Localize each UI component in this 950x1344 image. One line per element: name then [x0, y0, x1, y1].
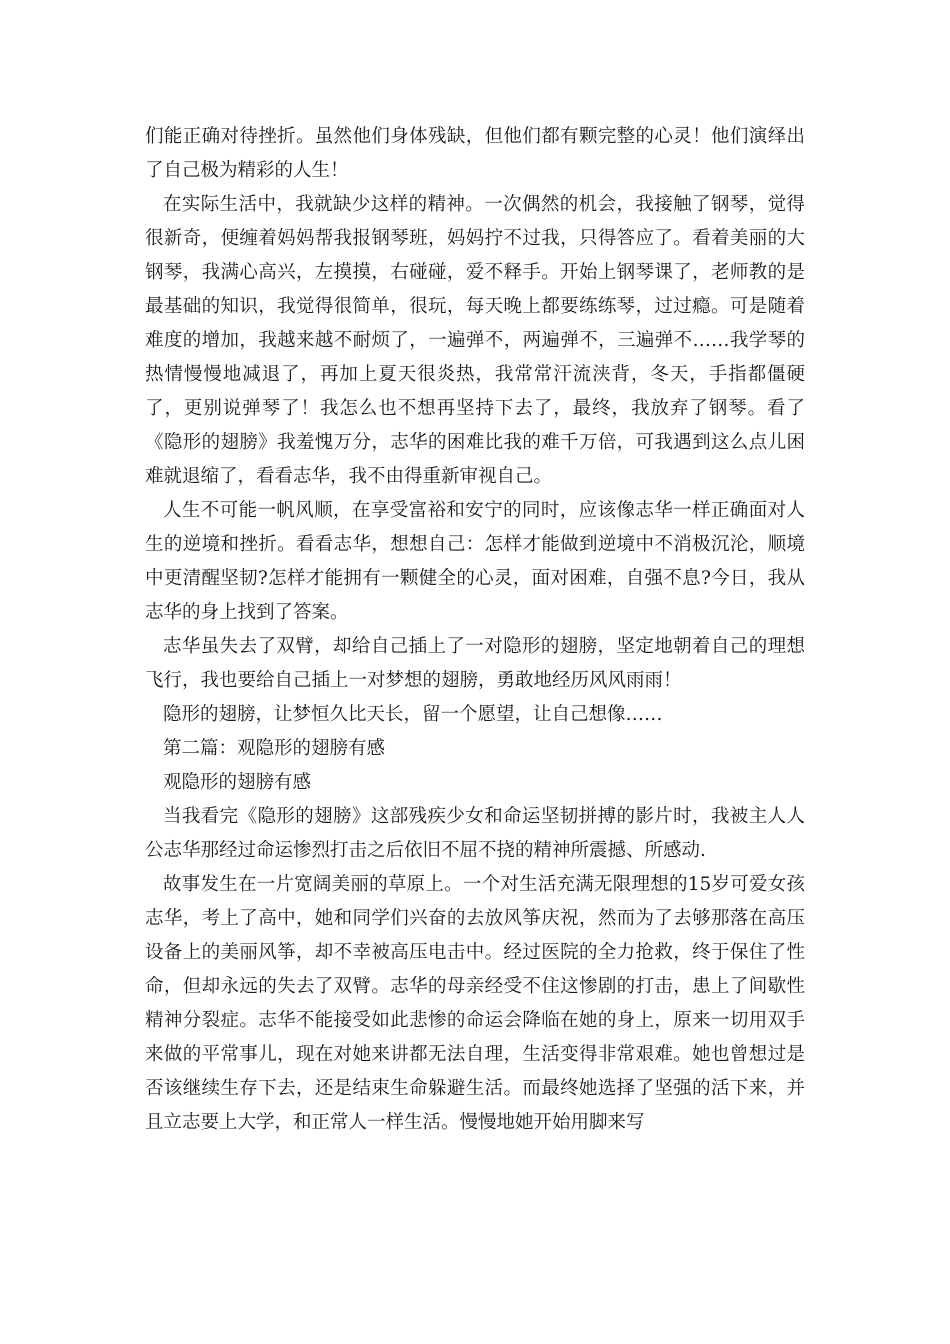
paragraph: 当我看完《隐形的翅膀》这部残疾少女和命运坚韧拼搏的影片时，我被主人人公志华那经过命运惨烈打击之后依旧不屈不挠的精神所震撼、所感动.: [145, 806, 805, 861]
paragraph: 们能正确对待挫折。虽然他们身体残缺，但他们都有颗完整的心灵！他们演绎出了自己极为精彩的人生！: [145, 126, 805, 181]
section-heading: 第二篇：观隐形的翅膀有感: [163, 738, 386, 759]
document-page: [145, 120, 805, 1140]
article-title: 观隐形的翅膀有感: [163, 772, 312, 793]
paragraph: 故事发生在一片宽阔美丽的草原上。一个对生活充满无限理想的15岁可爱女孩志华，考上了高中，她和同学们兴奋的去放风筝庆祝，然而为了去够那落在高压设备上的美丽风筝，却不幸被高压电击中。经过医院的全力抢救，终于保住了性命，但却永远的失去了双臂。志华的母亲经受不住这惨剧的打击，患上了间歇性精神分裂症。志华不能接受如此悲惨的命运会降临在她的身上，原来一切用双手来做的平常事儿，现在对她来讲都无法自理，生活变得非常艰难。她也曾想过是否该继续生存下去，还是结束生命躲避生活。而最终她选择了坚强的活下来，并且立志要上大学，和正常人一样生活。慢慢地她开始用脚来写: [145, 874, 805, 1133]
paragraph: 隐形的翅膀，让梦恒久比天长，留一个愿望，让自己想像……: [163, 704, 663, 725]
paragraph: 人生不可能一帆风顺，在享受富裕和安宁的同时，应该像志华一样正确面对人生的逆境和挫折。看看志华，想想自己：怎样才能做到逆境中不消极沉沦，顺境中更清醒坚韧?怎样才能拥有一颗健全的心灵，面对困难，自强不息?今日，我从志华的身上找到了答案。: [145, 500, 805, 623]
paragraph: 志华虽失去了双臂，却给自己插上了一对隐形的翅膀，坚定地朝着自己的理想飞行，我也要给自己插上一对梦想的翅膀，勇敢地经历风风雨雨！: [145, 636, 805, 691]
paragraph: 在实际生活中，我就缺少这样的精神。一次偶然的机会，我接触了钢琴，觉得很新奇，便缠着妈妈帮我报钢琴班，妈妈拧不过我，只得答应了。看着美丽的大钢琴，我满心高兴，左摸摸，右碰碰，爱不释手。开始上钢琴课了，老师教的是最基础的知识，我觉得很简单，很玩，每天晚上都要练练琴，过过瘾。可是随着难度的增加，我越来越不耐烦了，一遍弹不，两遍弹不，三遍弹不……我学琴的热情慢慢地减退了，再加上夏天很炎热，我常常汗流浃背，冬天，手指都僵硬了，更别说弹琴了！我怎么也不想再坚持下去了，最终，我放弃了钢琴。看了《隐形的翅膀》我羞愧万分，志华的困难比我的难千万倍，可我遇到这么点儿困难就退缩了，看看志华，我不由得重新审视自己。: [145, 194, 805, 487]
